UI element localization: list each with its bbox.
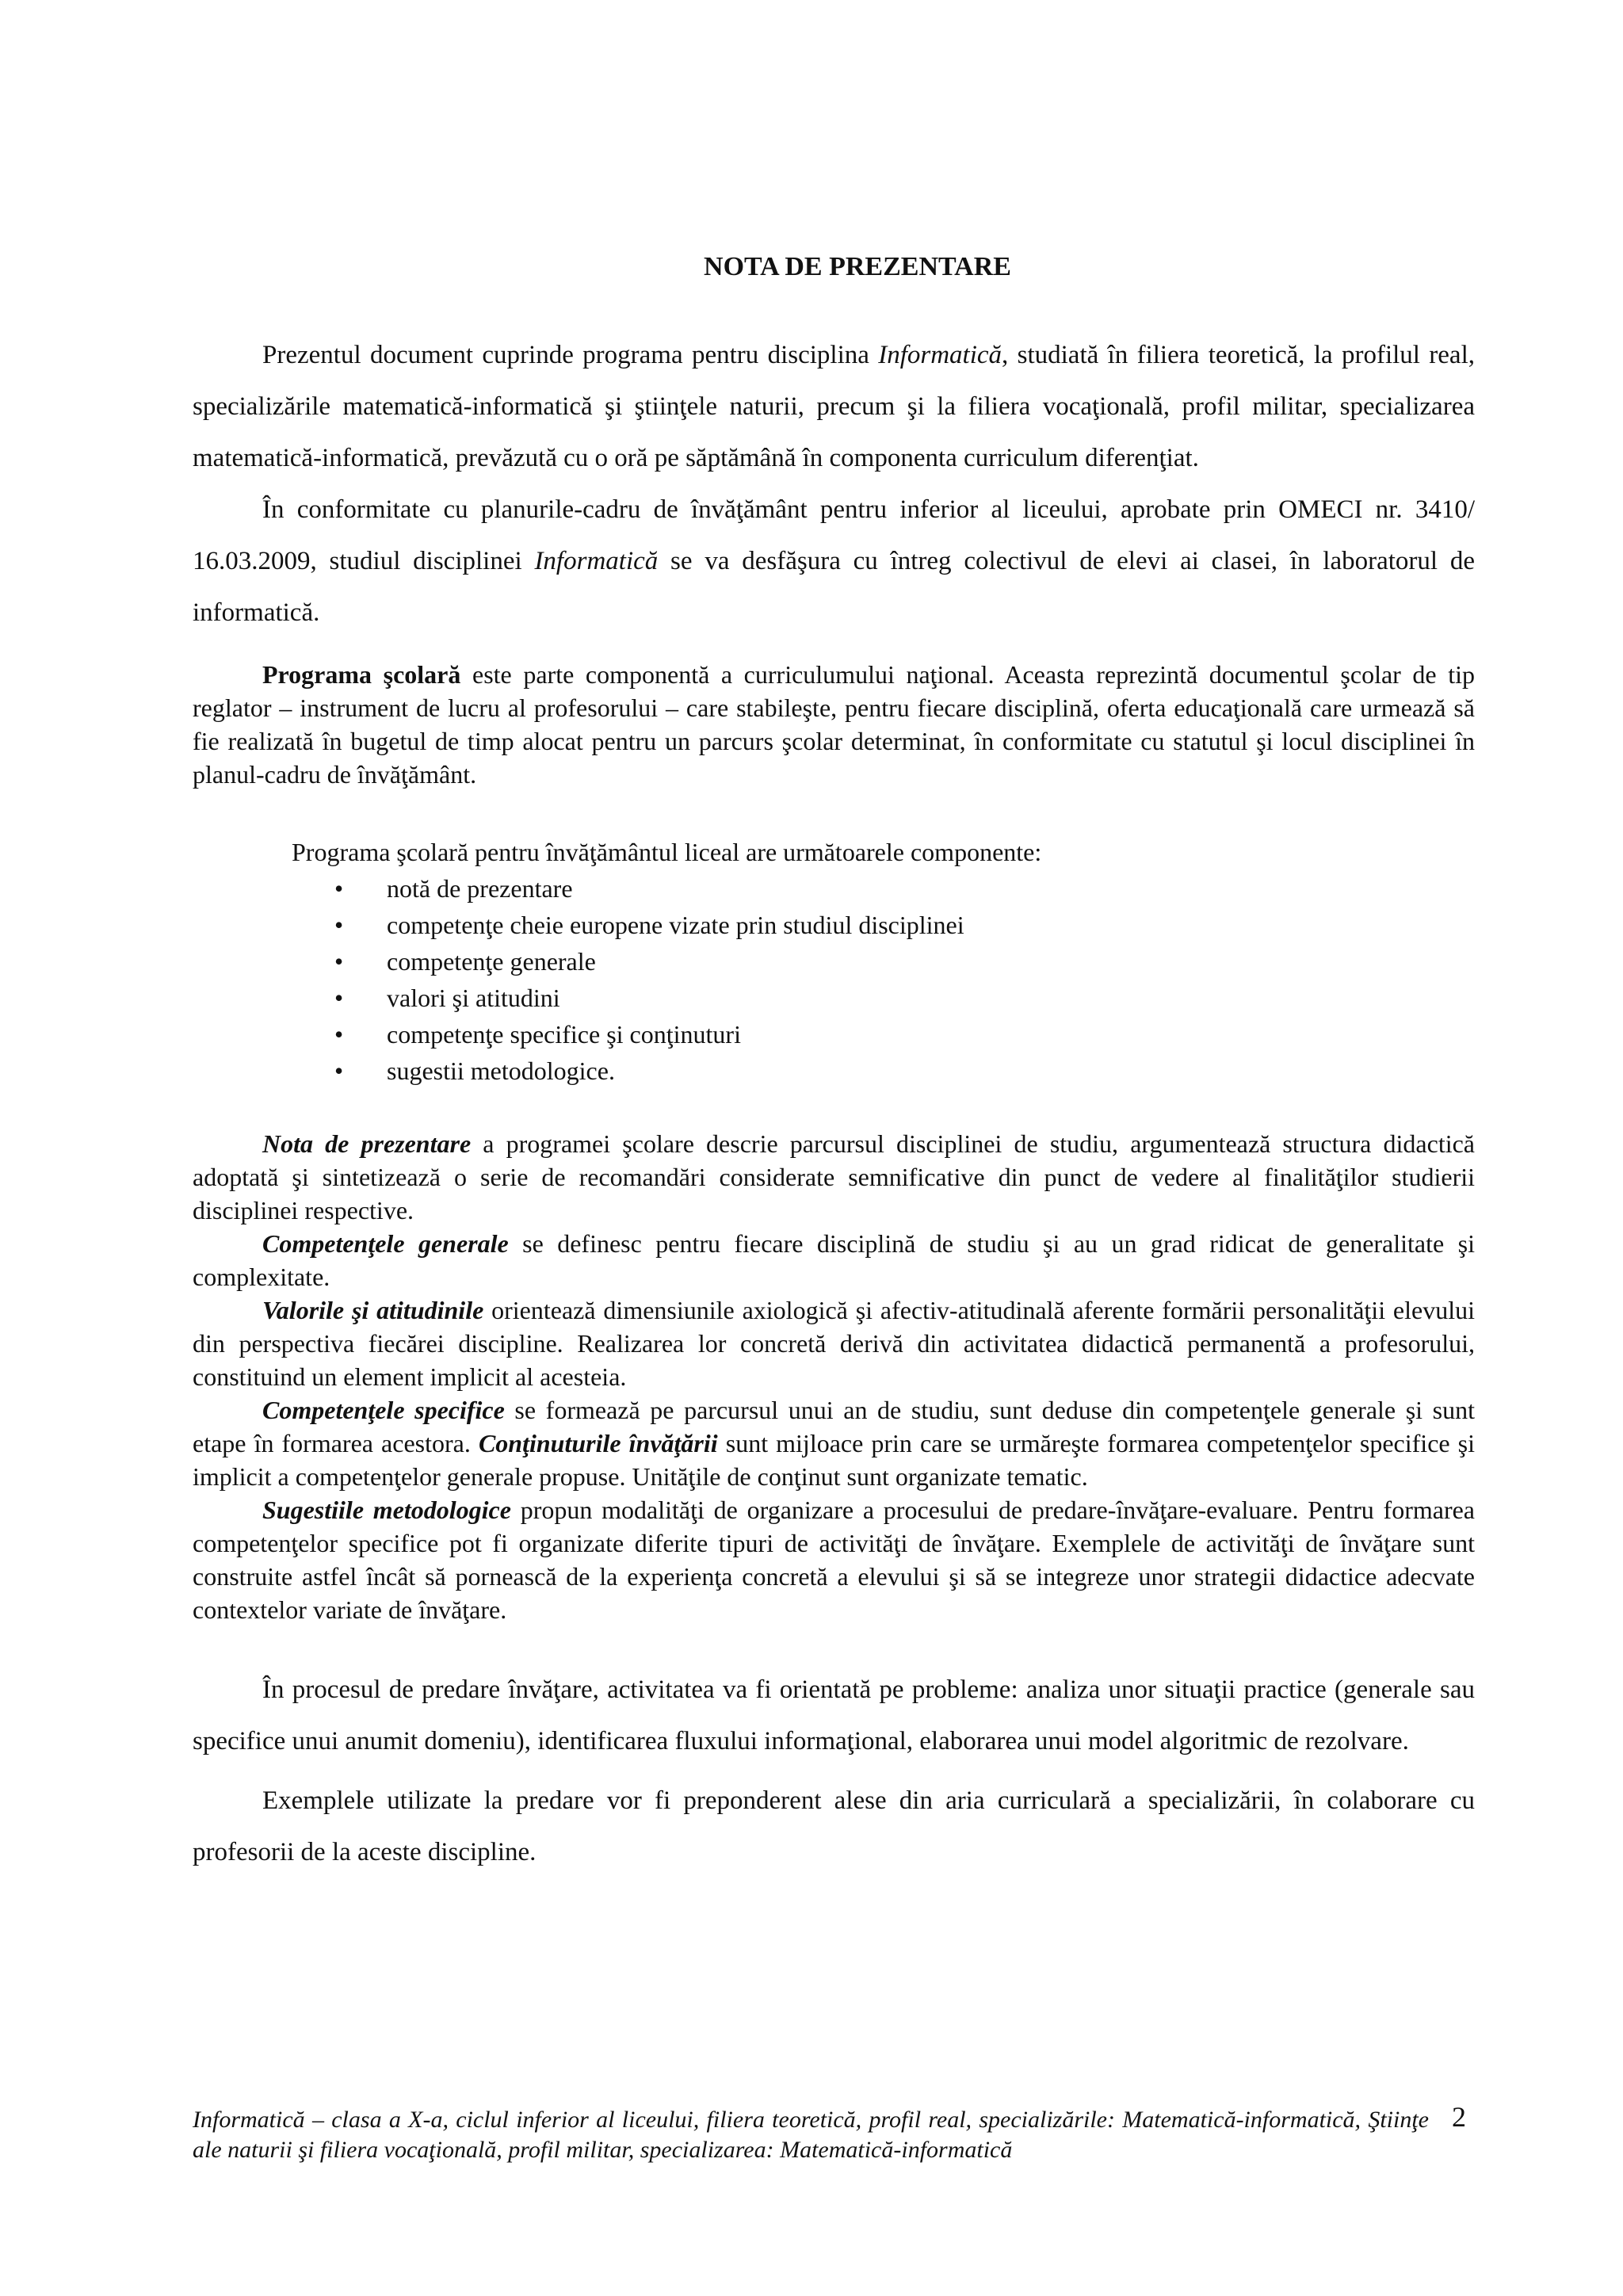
list-item: • valori şi atitudini <box>292 980 1475 1016</box>
components-list-section <box>193 835 1475 1089</box>
page-footer: Informatică – clasa a X-a, ciclul inferior al liceului, filiera teoretică, profil real, specializările: Matematică-informatică, Ştiinţe ale naturii şi filiera vocaţională, profil militar, specializarea: Matematică-informatică <box>193 2107 1429 2163</box>
paragraph-programa-scolara: Programa şcolară este parte componentă a curriculumului naţional. Aceasta reprezintă documentul şcolar de tip reglator – instrument de lucru al profesorului – care stabileşte, pentru fiecare disciplină, oferta educaţională care urmează să fie realizată în bugetul de timp alocat pentru un parcurs şcolar determinat, în conformitate cu statutul şi locul disciplinei în planul-cadru de învăţământ. <box>193 660 1476 789</box>
page-title: NOTA DE PREZENTARE <box>704 252 1011 281</box>
term-competente-generale: Competenţele generale <box>262 1229 509 1258</box>
paragraph-competente-specifice: Competenţele specifice se formează pe parcursul unui an de studiu, sunt deduse din competenţele generale şi sunt etape în formarea acestora. Conţinuturile învăţării sunt mijloace prin care se urmăreşte formarea competenţelor specifice şi implicit a competenţelor generale propuse. Unităţile de conţinut sunt organizate tematic. <box>193 1396 1476 1491</box>
list-item: • sugestii metodologice. <box>292 1052 1475 1089</box>
subject-name: Informatică <box>534 547 659 575</box>
term-continuturi-invatarii: Conţinuturile învăţării <box>478 1429 718 1457</box>
subject-name: Informatică <box>878 341 1002 369</box>
term-competente-specifice: Competenţele specifice <box>262 1396 505 1424</box>
term-valori-atitudini: Valorile şi atitudinile <box>262 1296 484 1324</box>
bullet-icon: • <box>334 1020 344 1049</box>
bullet-icon: • <box>334 1056 344 1085</box>
term-sugestii-metodologice: Sugestiile metodologice <box>262 1496 511 1524</box>
paragraph-valori-atitudini: Valorile şi atitudinile orientează dimensiunile axiologică şi afectiv-atitudinală aferente formării personalităţii elevului din perspectiva fiecărei discipline. Realizarea lor concretă derivă din activitatea didactică permanentă a profesorului, constituind un element implicit al acesteia. <box>193 1296 1476 1391</box>
document-body <box>193 252 1475 1878</box>
paragraph-intro: Prezentul document cuprinde programa pentru disciplina Informatică, studiată în filiera teoretică, la profilul real, specializările matematică-informatică şi ştiinţele naturii, precum şi la filiera vocaţională, profil militar, specializarea matematică-informatică, prevăzută cu o oră pe săptămână în componenta curriculum diferenţiat. <box>193 341 1475 472</box>
bullet-icon: • <box>334 947 344 976</box>
paragraph-proces-predare: În procesul de predare învăţare, activitatea va fi orientată pe probleme: analiza unor situaţii practice (generale sau specifice unui anumit domeniu), identificarea fluxului informaţional, elaborarea unui model algoritmic de rezolvare. <box>193 1675 1475 1755</box>
bullet-icon: • <box>334 874 344 903</box>
list-item: • notă de prezentare <box>292 870 1475 907</box>
paragraph-competente-generale: Competenţele generale se definesc pentru fiecare disciplină de studiu şi au un grad ridicat de generalitate şi complexitate. <box>193 1229 1476 1291</box>
paragraph-nota-de-prezentare: Nota de prezentare a programei şcolare descrie parcursul disciplinei de studiu, argumentează structura didactică adoptată şi sintetizează o serie de recomandări considerate semnificative din punct de vedere al finalităţilor studierii disciplinei respective. <box>193 1129 1476 1224</box>
components-list <box>292 870 1475 1089</box>
term-nota-de-prezentare: Nota de prezentare <box>262 1129 472 1158</box>
paragraph-framework: În conformitate cu planurile-cadru de învăţământ pentru inferior al liceului, aprobate prin OMECI nr. 3410/ 16.03.2009, studiul disciplinei Informatică se va desfăşura cu întreg colectivul de elevi ai clasei, în laboratorul de informatică. <box>193 495 1475 627</box>
list-item: • competenţe generale <box>292 943 1475 980</box>
paragraph-sugestii-metodologice: Sugestiile metodologice propun modalităţi de organizare a procesului de predare-învăţare-evaluare. Pentru formarea competenţelor specifice pot fi organizate diferite tipuri de activităţi de învăţare. Exemplele de activităţi de învăţare sunt construite astfel încât să pornească de la experienţa concretă a elevului şi să se integreze unor strategii didactice adecvate contextelor variate de învăţare. <box>193 1496 1476 1624</box>
list-item: • competenţe cheie europene vizate prin studiul disciplinei <box>292 907 1475 943</box>
list-intro: Programa şcolară pentru învăţământul liceal are următoarele componente: <box>292 838 1042 866</box>
term-programa-scolara: Programa şcolară <box>262 660 461 689</box>
paragraph-exemple: Exemplele utilizate la predare vor fi preponderent alese din aria curriculară a specializării, în colaborare cu profesorii de la aceste discipline. <box>193 1786 1475 1866</box>
bullet-icon: • <box>334 984 344 1012</box>
bullet-icon: • <box>334 911 344 939</box>
list-item: • competenţe specifice şi conţinuturi <box>292 1016 1475 1052</box>
page-number: 2 <box>1452 2101 1466 2133</box>
